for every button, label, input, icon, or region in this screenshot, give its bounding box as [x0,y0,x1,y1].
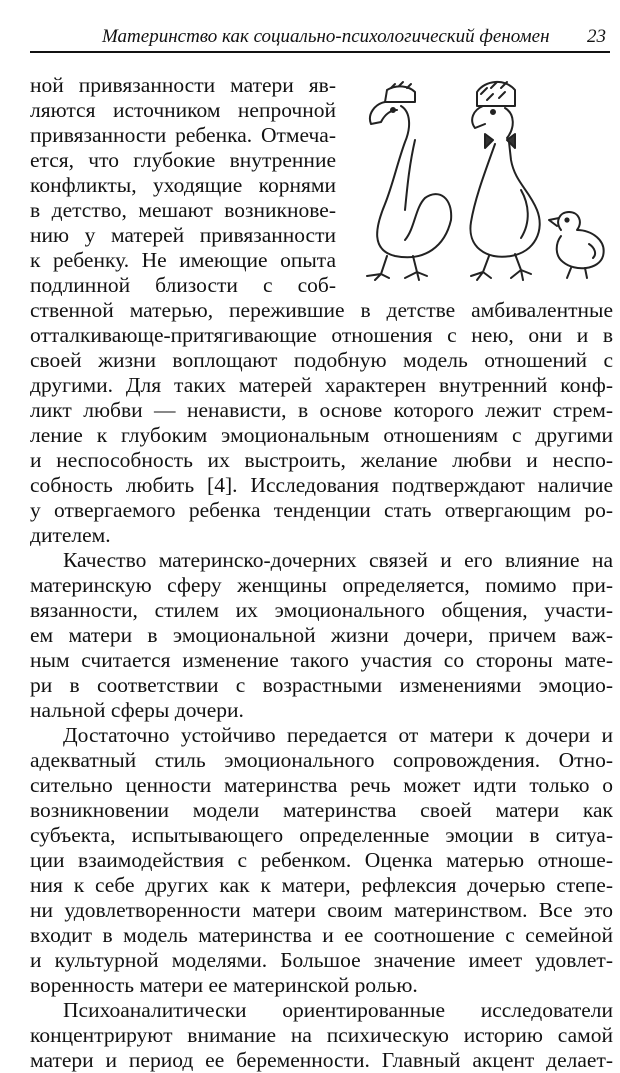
text-line-14: ликт любви — ненависти, в основе которого лежит стрем- [30,398,613,422]
text-line-21: материнскую сферу женщины определяется, помимо при- [30,573,613,597]
running-title: Материнство как социально-психологический феномен [102,26,550,47]
text-line-38: Психоаналитически ориентированные исследователи [63,998,613,1022]
text-line-29: сительно ценности материнства речь может идти только о [30,773,613,797]
text-line-4: ется, что глубокие внутренние [30,148,336,172]
text-line-6: в детство, мешают возникнове- [30,198,336,222]
text-line-36: и культурной моделями. Большое значение имеет удовлет- [30,948,613,972]
page-number: 23 [587,26,606,47]
text-line-7: нию у матерей привязанности [30,223,336,247]
text-line-31: субъекта, испытывающего определенные эмоции в ситуа- [30,823,613,847]
text-line-25: ри в соответствии с возрастными изменениями эмоцио- [30,673,613,697]
text-line-5: конфликты, уходящие корнями [30,173,336,197]
running-head [30,22,610,54]
text-line-32: ции взаимодействия с ребенком. Оценка матерью отноше- [30,848,613,872]
header-rule [30,51,610,53]
text-line-23: ем матери в эмоциональной жизни дочери, причем важ- [30,623,613,647]
text-line-26: нальной сферы дочери. [30,698,244,722]
text-line-16: и неспособность их выстроить, желание любви и неспо- [30,448,613,472]
text-line-30: возникновении модели материнства своей матери как [30,798,613,822]
geese-illustration-icon [345,80,617,285]
text-line-33: ния к себе других как к матери, рефлексия дочерью степе- [30,873,613,897]
text-line-24: ным считается изменение такого участия со стороны мате- [30,648,613,672]
text-line-35: входит в модель материнства и ее соотношение с семейной [30,923,613,947]
text-line-17: собность любить [4]. Исследования подтверждают наличие [30,473,613,497]
text-line-18: у отвергаемого ребенка тенденции стать отвергающим ро- [30,498,613,522]
text-line-20: Качество материнско-дочерних связей и его влияние на [63,548,613,572]
text-line-10: ственной матерью, пережившие в детстве амбивалентные [30,298,613,322]
text-line-13: другими. Для таких матерей характерен внутренний конф- [30,373,613,397]
text-line-3: привязанности ребенка. Отмеча- [30,123,336,147]
text-line-27: Достаточно устойчиво передается от матери к дочери и [63,723,613,747]
text-line-12: своей жизни воплощают подобную модель отношений с [30,348,613,372]
text-line-39: концентрируют внимание на психическую историю самой [30,1023,613,1047]
text-line-8: к ребенку. Не имеющие опыта [30,248,336,272]
text-line-22: вязанности, стилем их эмоционального общения, участи- [30,598,613,622]
text-line-19: дителем. [30,523,111,547]
text-line-34: ни удовлетворенности матери своим материнством. Все это [30,898,613,922]
text-line-28: адекватный стиль эмоционального сопровождения. Отно- [30,748,613,772]
text-line-11: отталкивающе-притягивающие отношения с нею, они и в [30,323,613,347]
text-line-37: воренность матери ее материнской ролью. [30,973,418,997]
text-line-1: ной привязанности матери яв- [30,73,336,97]
text-line-15: ление к глубоким эмоциональным отношениям с другими [30,423,613,447]
text-line-9: подлинной близости с соб- [30,273,336,297]
text-line-2: ляются источником непрочной [30,98,336,122]
text-line-40: матери и период ее беременности. Главный акцент делает- [30,1048,613,1072]
